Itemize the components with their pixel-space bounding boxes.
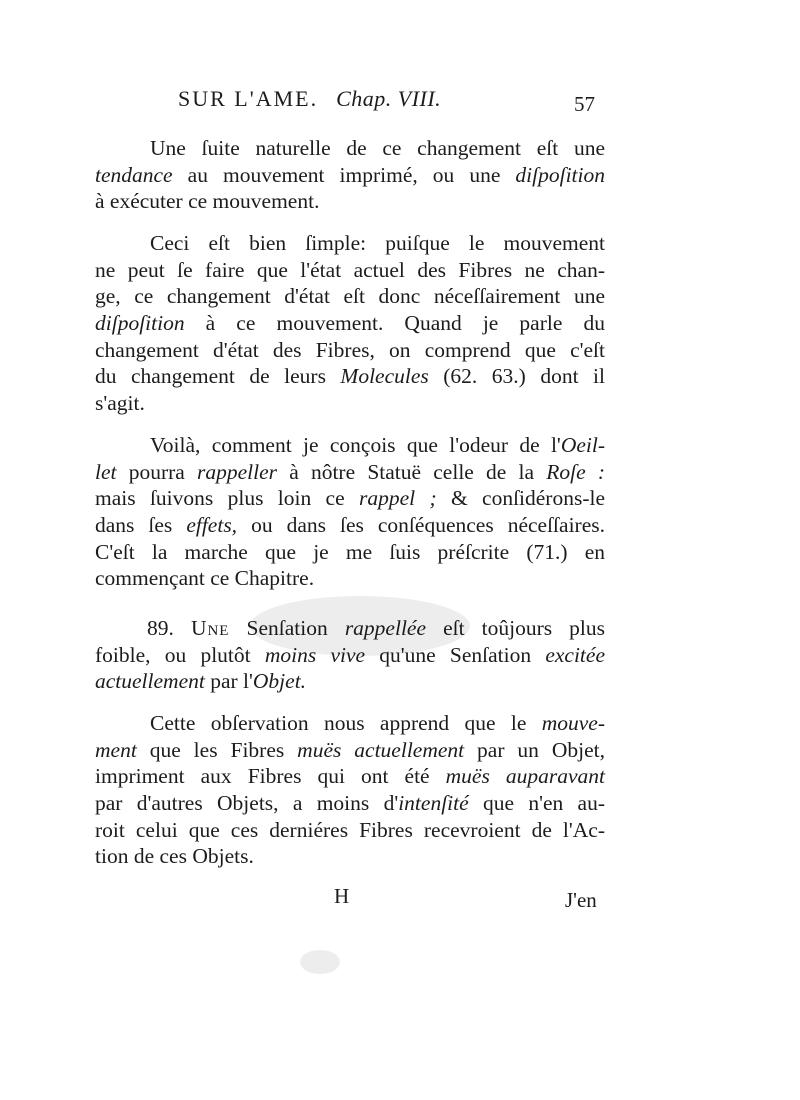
text-line	[95, 843, 605, 870]
text-run: changement d'état des Fibres, on comprend que c'eſt	[95, 337, 605, 362]
text-line	[95, 710, 605, 737]
italic-text: Molecules	[340, 364, 429, 389]
text-run: tion de ces Objets.	[95, 844, 254, 869]
italic-text: Oeil-	[560, 433, 605, 457]
text-run: qu'une Senſation	[365, 642, 546, 667]
ink-smudge	[300, 950, 340, 974]
text-run: mais ſuivons plus loin ce	[95, 486, 359, 511]
page-footer	[0, 884, 800, 914]
text-line	[95, 363, 605, 390]
italic-text: ment	[95, 737, 137, 762]
paragraph-1	[95, 135, 605, 215]
italic-text: tendance	[95, 162, 173, 187]
text-line	[95, 283, 605, 310]
text-line	[95, 230, 605, 257]
text-line	[95, 162, 605, 189]
text-line	[95, 539, 605, 566]
paragraph-2	[95, 230, 605, 417]
chapter-label: Chap. VIII.	[336, 86, 442, 111]
italic-text: Roſe :	[546, 459, 605, 484]
page-number: 57	[574, 92, 595, 116]
page-header	[0, 86, 800, 116]
italic-text: diſpoſition	[515, 162, 605, 187]
text-run: à exécuter ce mouvement.	[95, 189, 320, 214]
text-line	[95, 432, 605, 459]
text-run: Une ſuite naturelle de ce changement eſt une	[150, 136, 605, 160]
italic-text: muës auparavant	[445, 764, 605, 789]
text-run: à nôtre Statuë celle de la	[277, 459, 547, 484]
italic-text: effets,	[186, 513, 238, 538]
ink-smudge	[250, 596, 470, 656]
text-run: impriment aux Fibres qui ont été	[95, 764, 446, 789]
text-run: (62. 63.) dont il	[428, 364, 605, 389]
italic-text: intenſité	[398, 791, 469, 816]
text-run: eſt toûjours plus	[426, 616, 605, 640]
text-run: Ceci eſt bien ſimple: puiſque le mouvement	[150, 231, 605, 255]
text-run: par un Objet,	[464, 737, 605, 762]
italic-text: rappel ;	[358, 486, 437, 511]
text-run: C'eſt la marche que je me ſuis préſcrite (71.) en	[95, 539, 605, 564]
text-run: par l'	[204, 669, 253, 694]
text-run: ne peut ſe faire que l'état actuel des Fibres ne chan-	[95, 257, 605, 282]
text-line	[95, 188, 605, 215]
text-line	[95, 817, 605, 844]
text-run: 89.	[147, 616, 191, 640]
text-line	[95, 310, 605, 337]
italic-text: excitée	[545, 642, 605, 667]
text-line	[95, 390, 605, 417]
italic-text: rappeller	[197, 459, 278, 484]
italic-text: moins vive	[264, 642, 366, 667]
text-run: par d'autres Objets, a moins d'	[95, 791, 399, 816]
text-run: foible, ou plutôt	[95, 642, 265, 667]
italic-text: muës actuellement	[297, 737, 465, 762]
italic-text: let	[95, 459, 117, 484]
small-caps-text: Une	[190, 616, 230, 640]
text-run: Cette obſervation nous apprend que le	[150, 711, 542, 735]
text-line	[95, 737, 605, 764]
text-run: pourra	[116, 459, 197, 484]
text-run: au mouvement imprimé, ou une	[172, 162, 516, 187]
text-line	[95, 485, 605, 512]
signature-mark: H	[334, 884, 350, 908]
text-line	[95, 790, 605, 817]
text-line	[95, 337, 605, 364]
text-run: ou dans ſes conſéquences néceſſaires.	[237, 513, 605, 538]
text-run: s'agit.	[95, 391, 145, 416]
text-run: Senſation	[229, 616, 345, 640]
text-run: que les Fibres	[136, 737, 298, 762]
text-run: que n'en au-	[468, 791, 605, 816]
text-run: roit celui que ces derniéres Fibres recevroient de l'Ac-	[95, 817, 605, 842]
text-line	[95, 763, 605, 790]
text-run: à ce mouvement. Quand je parle du	[184, 311, 605, 336]
text-run: & conſidérons-le	[436, 486, 606, 511]
text-line	[95, 668, 605, 695]
text-run: du changement de leurs	[95, 364, 341, 389]
text-line	[95, 512, 605, 539]
text-run: ge, ce changement d'état eſt donc néceſſairement une	[95, 284, 605, 309]
paragraph-3	[95, 432, 605, 592]
italic-text: rappellée	[344, 616, 427, 640]
paragraph-5	[95, 710, 605, 870]
text-run: commençant ce Chapitre.	[95, 566, 315, 591]
text-run: Voilà, comment je conçois que l'odeur de l'	[150, 433, 561, 457]
italic-text: actuellement	[95, 669, 205, 694]
running-title: SUR L'AME. Chap. VIII.	[178, 86, 442, 111]
italic-text: diſpoſition	[95, 311, 185, 336]
text-line	[95, 257, 605, 284]
italic-text: Objet.	[252, 669, 307, 694]
text-run: dans ſes	[95, 513, 187, 538]
text-line	[95, 459, 605, 486]
text-line	[95, 135, 605, 162]
catchword: J'en	[565, 888, 597, 912]
text-line	[95, 565, 605, 592]
italic-text: mouve-	[541, 711, 605, 735]
